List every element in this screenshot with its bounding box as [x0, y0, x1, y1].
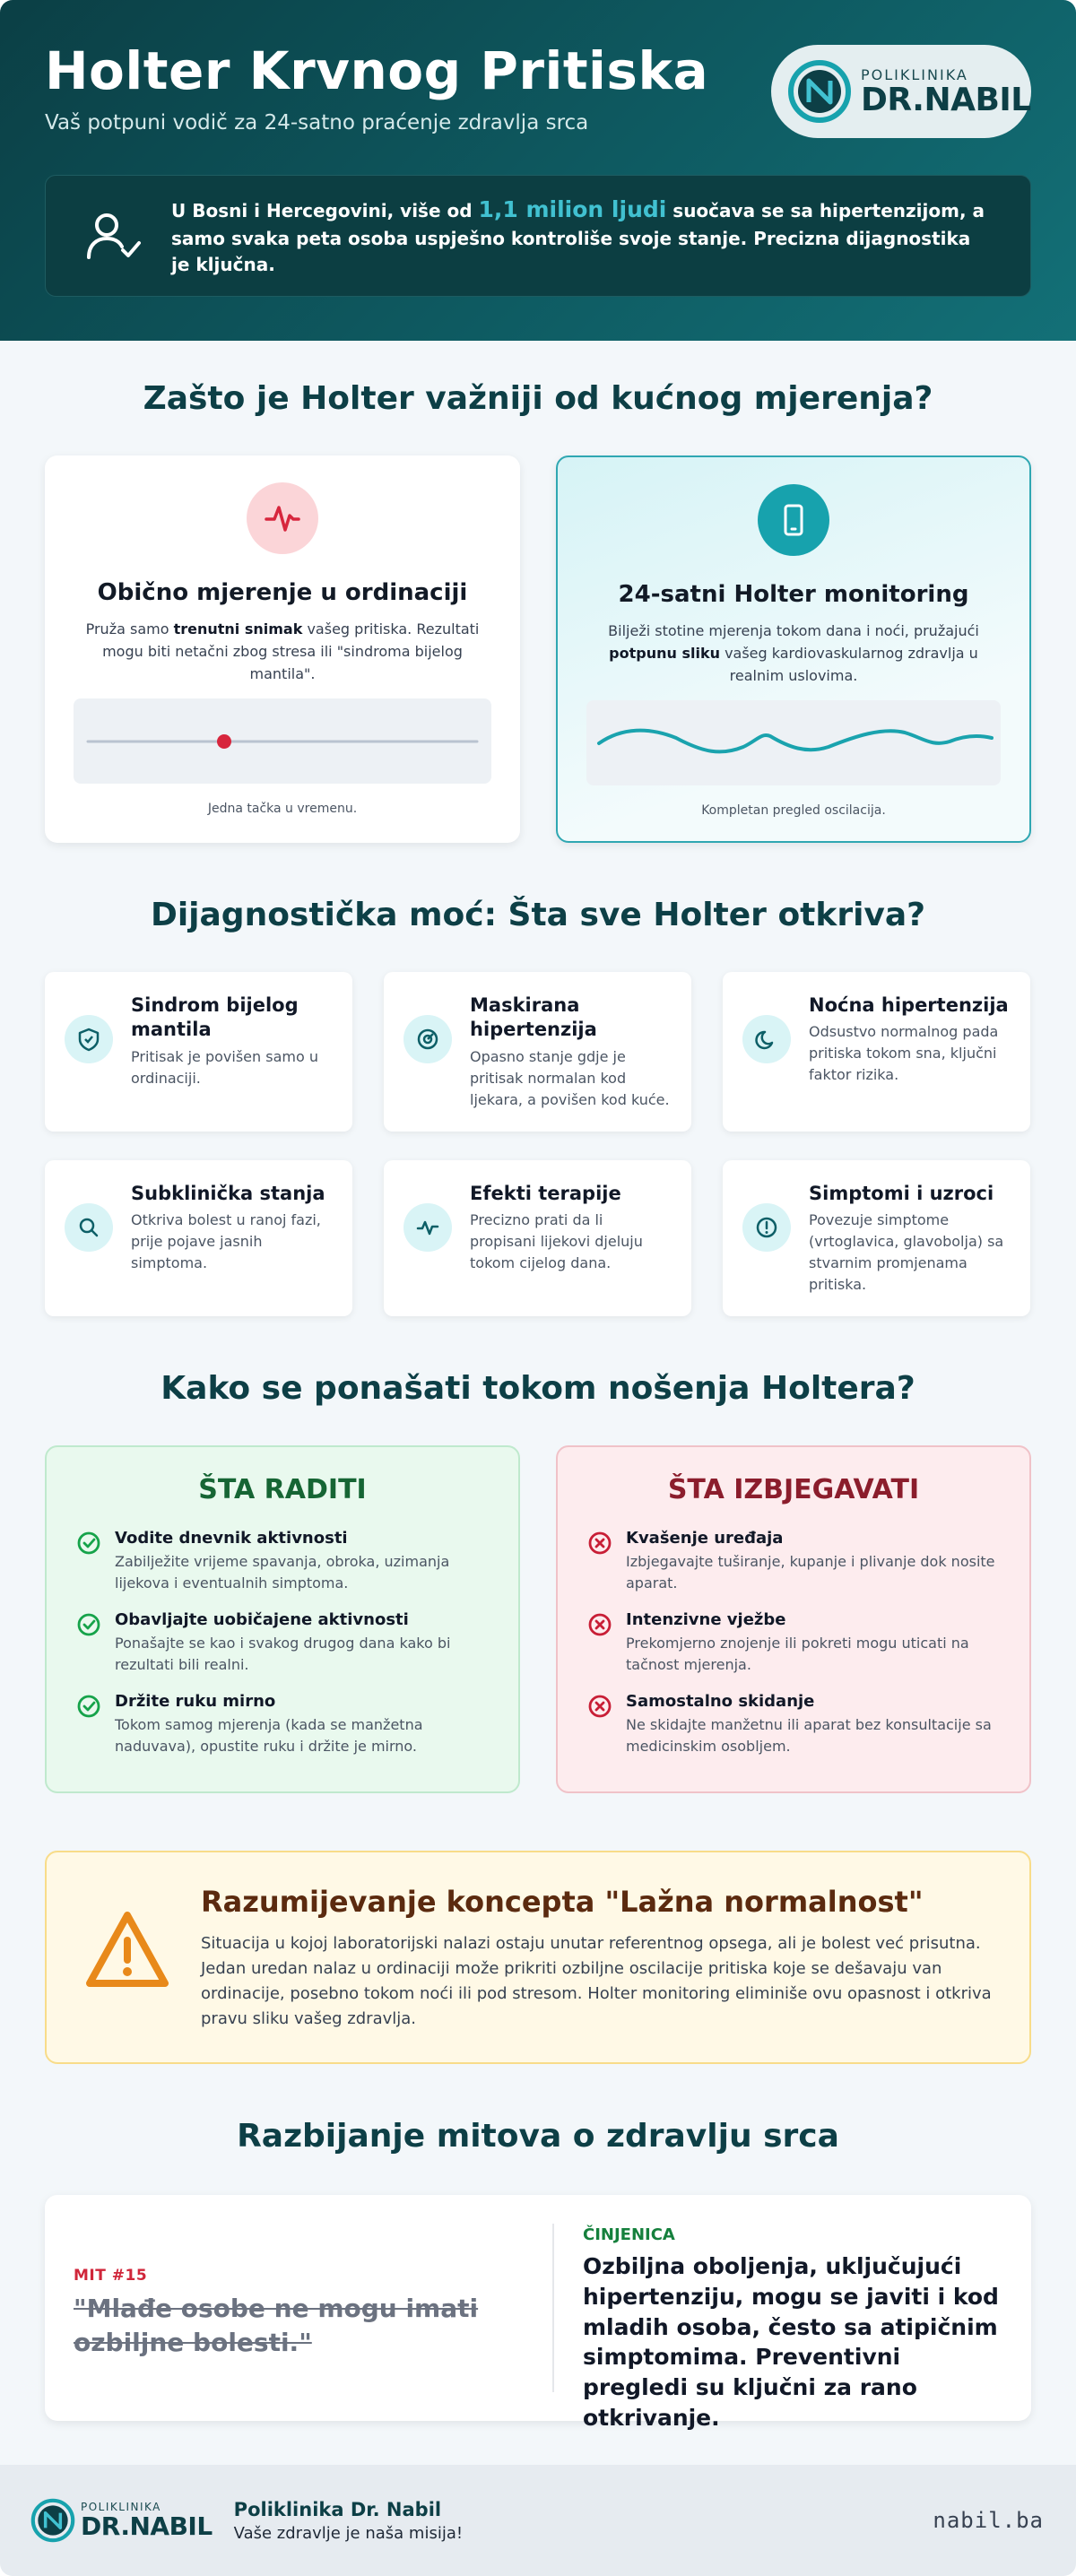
- do-item: [75, 1529, 490, 1594]
- footer-logo-small: POLIKLINIKA: [81, 2501, 161, 2514]
- dont-item-title: Kvašenje uređaja: [626, 1529, 784, 1548]
- feature-title: Simptomi i uzroci: [809, 1183, 994, 1204]
- x-circle-icon: [586, 1611, 613, 1638]
- false-normal-box: [45, 1851, 1031, 2064]
- holter-monitoring-card: [556, 455, 1031, 843]
- logo-big-text: DR.NABIL: [861, 81, 1031, 118]
- compare-section-title: Zašto je Holter važniji od kućnog mjerenja?: [143, 380, 933, 417]
- do-card-title: ŠTA RADITI: [198, 1474, 367, 1505]
- dont-item: [586, 1692, 1001, 1757]
- feature-title: Sindrom bijelog mantila: [131, 994, 299, 1041]
- do-item-title: Držite ruku mirno: [115, 1692, 276, 1711]
- features-section-title: Dijagnostička moć: Šta sve Holter otkriva?: [150, 897, 926, 933]
- logo-small-text: POLIKLINIKA: [861, 65, 968, 83]
- check-circle-icon: [75, 1693, 102, 1720]
- x-circle-icon: [586, 1693, 613, 1720]
- office-card-note: Jedna tačka u vremenu.: [207, 802, 358, 816]
- feature-card-white-coat: [45, 972, 352, 1132]
- oscillation-visual: [586, 700, 1001, 785]
- x-circle-icon: [586, 1530, 613, 1557]
- heartbeat-icon: [264, 499, 301, 537]
- feature-text: Precizno prati da li propisani lijekovi djeluju tokom cijelog dana.: [470, 1211, 643, 1272]
- footer-clinic-name: Poliklinika Dr. Nabil: [233, 2498, 442, 2520]
- search-icon: [76, 1215, 101, 1240]
- statistic-text: U Bosni i Hercegovini, više od 1,1 milion ljudi suočava se sa hipertenzijom, a samo svaka peta osoba uspješno kontroliše svoje stanje. Precizna dijagnostika je ključna.: [171, 195, 985, 276]
- feature-card-masked: [384, 972, 691, 1132]
- page-subtitle: Vaš potpuni vodič za 24-satno praćenje zdravlja srca: [45, 110, 589, 134]
- feature-card-subclinical: [45, 1160, 352, 1316]
- check-circle-icon: [75, 1530, 102, 1557]
- moon-icon: [754, 1027, 779, 1052]
- feature-title: Noćna hipertenzija: [809, 994, 1009, 1016]
- phone-device-icon: [775, 501, 812, 539]
- holter-card-text: Bilježi stotine mjerenja tokom dana i noći, pružajući potpunu sliku vašeg kardiovaskularnog zdravlja u realnim uslovima.: [608, 622, 979, 684]
- do-item-text: Zabilježite vrijeme spavanja, obroka, uzimanja lijekova i eventualnih simptoma.: [115, 1553, 450, 1592]
- single-point-visual: [74, 698, 491, 784]
- myth-text: "Mlađe osobe ne mogu imati ozbiljne bolesti.": [74, 2294, 479, 2357]
- fact-text: Ozbiljna oboljenja, uključujući hipertenziju, mogu se javiti i kod mladih osoba, često sa atipičnim simptomima. Preventivni pregledi su ključni za rano otkrivanje.: [583, 2253, 999, 2431]
- office-card-text: Pruža samo trenutni snimak vašeg pritiska. Rezultati mogu biti netačni zbog stresa ili "sindroma bijelog mantila".: [85, 620, 480, 682]
- holter-card-note: Kompletan pregled oscilacija.: [701, 803, 886, 818]
- dont-item-title: Intenzivne vježbe: [626, 1610, 786, 1629]
- dont-item-title: Samostalno skidanje: [626, 1692, 815, 1711]
- office-card-title: Obično mjerenje u ordinaciji: [97, 579, 468, 606]
- do-item-text: Tokom samog mjerenja (kada se manžetna naduvava), opustite ruku i držite je mirno.: [115, 1716, 423, 1755]
- logo-mark-icon: [787, 59, 852, 124]
- false-normal-title: Razumijevanje koncepta "Lažna normalnost": [201, 1885, 924, 1919]
- do-item: [75, 1610, 490, 1676]
- do-item: [75, 1692, 490, 1757]
- user-check-icon: [82, 205, 143, 266]
- header: [0, 0, 1076, 341]
- dont-item-text: Prekomjerno znojenje ili pokreti mogu uticati na tačnost mjerenja.: [626, 1635, 969, 1673]
- clinic-logo: [771, 45, 1031, 138]
- dont-card: [556, 1445, 1031, 1793]
- holter-card-title: 24-satni Holter monitoring: [618, 581, 969, 608]
- feature-card-symptoms: [723, 1160, 1030, 1316]
- footer-website-link[interactable]: nabil.ba: [933, 2508, 1044, 2533]
- statistic-banner: [45, 175, 1031, 297]
- do-item-text: Ponašajte se kao i svakog drugog dana kako bi rezultati bili realni.: [115, 1635, 451, 1673]
- warning-triangle-icon: [82, 1906, 172, 1996]
- dont-item-text: Izbjegavajte tuširanje, kupanje i plivanje dok nosite aparat.: [626, 1553, 995, 1592]
- do-item-title: Obavljajte uobičajene aktivnosti: [115, 1610, 409, 1629]
- feature-text: Odsustvo normalnog pada pritiska tokom sna, ključni faktor rizika.: [809, 1023, 999, 1084]
- pulse-icon: [415, 1215, 440, 1240]
- feature-title: Maskirana hipertenzija: [470, 994, 597, 1041]
- feature-text: Povezuje simptome (vrtoglavica, glavobolja) sa stvarnim promjenama pritiska.: [809, 1211, 1004, 1294]
- office-measurement-card: [45, 455, 520, 843]
- feature-title: Subklinička stanja: [131, 1183, 325, 1204]
- feature-text: Opasno stanje gdje je pritisak normalan kod ljekara, a povišen kod kuće.: [470, 1047, 670, 1108]
- shield-icon: [76, 1027, 101, 1052]
- check-circle-icon: [75, 1611, 102, 1638]
- feature-card-nocturnal: [723, 972, 1030, 1132]
- false-normal-text: Situacija u kojoj laboratorijski nalazi ostaju unutar referentnog opsega, ali je bolest već prisutna. Jedan uredan nalaz u ordinaciji može prikriti ozbiljne oscilacije pritiska koje se dešavaju van ordinacije, posebno tokom noći ili pod stresom. Holter monitoring eliminiše ovu opasnost i otkriva pravu sliku vašeg zdravlja.: [201, 1934, 992, 2028]
- footer-slogan: Vaše zdravlje je naša misija!: [233, 2523, 464, 2543]
- statistic-highlight: 1,1 milion ljudi: [478, 195, 667, 222]
- logo-mark-icon: [30, 2498, 75, 2543]
- do-card: [45, 1445, 520, 1793]
- fact-label: ČINJENICA: [583, 2225, 675, 2244]
- feature-text: Otkriva bolest u ranoj fazi, prije pojave jasnih simptoma.: [131, 1211, 321, 1272]
- myth-divider: [552, 2224, 554, 2392]
- dont-item: [586, 1610, 1001, 1676]
- dont-item-text: Ne skidajte manžetnu ili aparat bez konsultacije sa medicinskim osobljem.: [626, 1716, 992, 1755]
- myth-label: MIT #15: [74, 2267, 148, 2285]
- gauge-icon: [415, 1027, 440, 1052]
- myth-card: [45, 2195, 1031, 2431]
- myths-section-title: Razbijanje mitova o zdravlju srca: [237, 2118, 839, 2155]
- page-title: Holter Krvnog Pritiska: [45, 40, 709, 101]
- footer-logo: [30, 2498, 213, 2543]
- feature-text: Pritisak je povišen samo u ordinaciji.: [131, 1047, 318, 1087]
- behaviour-section-title: Kako se ponašati tokom nošenja Holtera?: [161, 1370, 915, 1407]
- footer: [0, 2465, 1076, 2576]
- feature-card-therapy: [384, 1160, 691, 1316]
- dont-item: [586, 1529, 1001, 1594]
- dont-card-title: ŠTA IZBJEGAVATI: [667, 1474, 920, 1505]
- footer-logo-big: DR.NABIL: [81, 2511, 213, 2542]
- alert-circle-icon: [754, 1215, 779, 1240]
- do-item-title: Vodite dnevnik aktivnosti: [115, 1529, 348, 1548]
- feature-title: Efekti terapije: [470, 1183, 621, 1204]
